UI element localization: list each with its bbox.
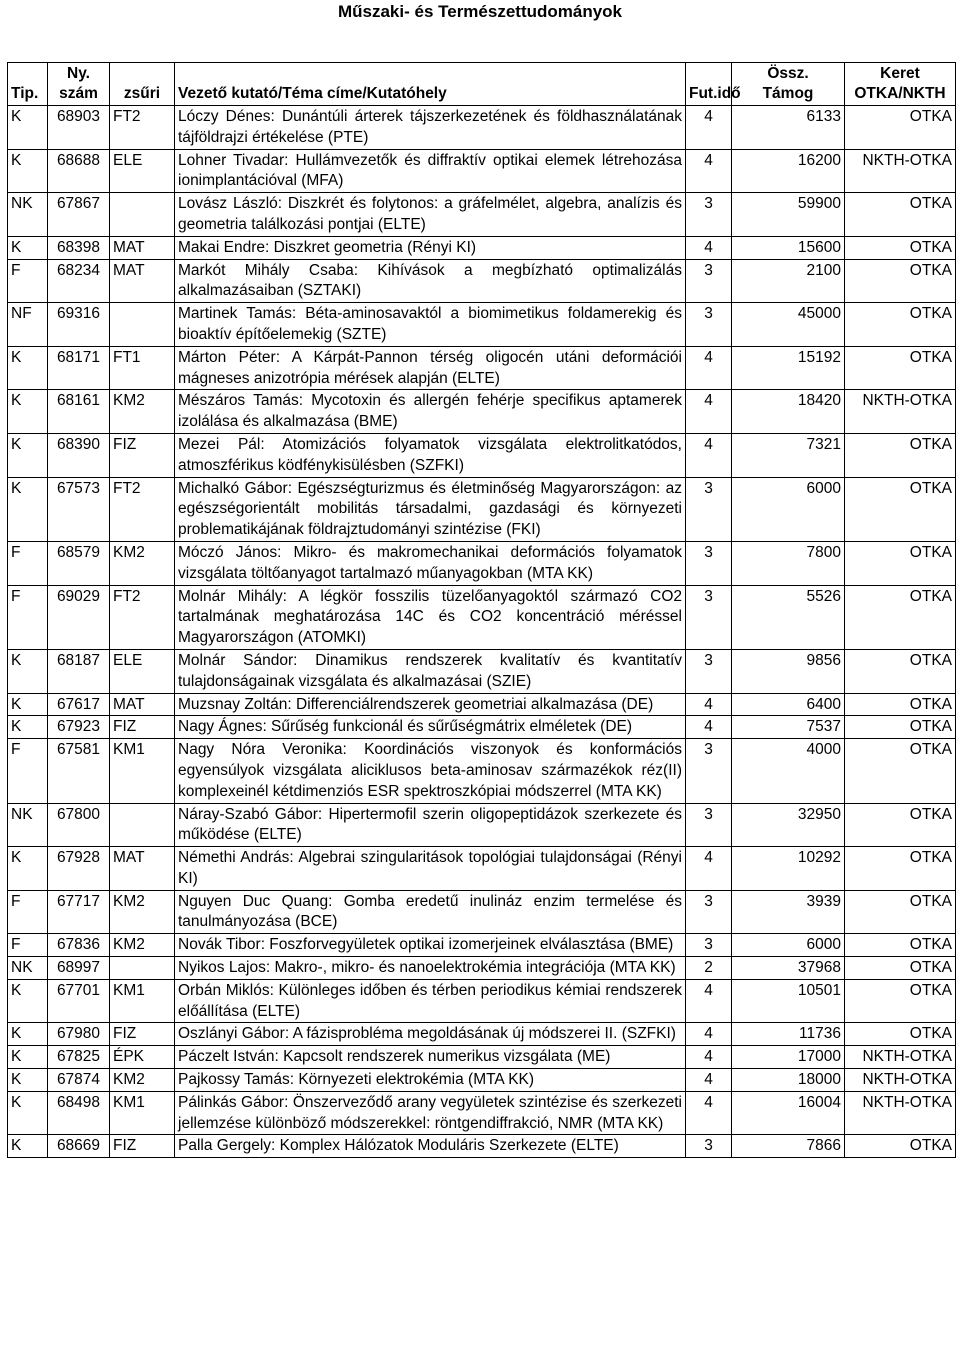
page-title: Műszaki- és Természettudományok <box>337 2 623 21</box>
cell-ossz: 7800 <box>732 541 845 585</box>
cell-futido: 3 <box>686 259 732 303</box>
cell-szam: 69316 <box>48 303 110 347</box>
table-row <box>8 477 956 541</box>
cell-title: Molnár Mihály: A légkör fosszilis tüzelőanyagoktól származó CO2 tartalmának meghatározása 14C és CO2 koncentráció méréssel Magyarországon (ATOMKI) <box>175 585 686 649</box>
cell-futido: 3 <box>686 1135 732 1158</box>
cell-title: Muzsnay Zoltán: Differenciálrendszerek geometriai alkalmazása (DE) <box>175 693 686 716</box>
cell-tip: K <box>8 1069 48 1092</box>
cell-szam: 67581 <box>48 739 110 803</box>
cell-ossz: 32950 <box>732 803 845 847</box>
cell-ossz: 59900 <box>732 193 845 237</box>
cell-szam: 67867 <box>48 193 110 237</box>
cell-title: Pajkossy Tamás: Környezeti elektrokémia (MTA KK) <box>175 1069 686 1092</box>
cell-zsuri <box>110 303 175 347</box>
cell-zsuri: KM2 <box>110 934 175 957</box>
cell-zsuri: FIZ <box>110 716 175 739</box>
cell-ossz: 15192 <box>732 346 845 390</box>
cell-ossz: 17000 <box>732 1046 845 1069</box>
cell-tip: K <box>8 716 48 739</box>
table-row <box>8 433 956 477</box>
cell-ossz: 7866 <box>732 1135 845 1158</box>
cell-futido: 3 <box>686 890 732 934</box>
header-ossz-line1: Össz. <box>767 65 809 82</box>
table-row <box>8 847 956 891</box>
cell-ossz: 7321 <box>732 433 845 477</box>
cell-keret: NKTH-OTKA <box>845 1091 956 1135</box>
cell-zsuri: FIZ <box>110 433 175 477</box>
cell-title: Palla Gergely: Komplex Hálózatok Moduláris Szerkezete (ELTE) <box>175 1135 686 1158</box>
cell-tip: K <box>8 1046 48 1069</box>
cell-keret: NKTH-OTKA <box>845 390 956 434</box>
cell-futido: 4 <box>686 1069 732 1092</box>
cell-szam: 69029 <box>48 585 110 649</box>
cell-ossz: 6133 <box>732 106 845 150</box>
cell-ossz: 6000 <box>732 934 845 957</box>
header-futido: Fut.idő <box>686 63 732 106</box>
cell-tip: K <box>8 1023 48 1046</box>
table-row <box>8 890 956 934</box>
cell-zsuri: MAT <box>110 693 175 716</box>
cell-ossz: 16200 <box>732 149 845 193</box>
cell-tip: K <box>8 979 48 1023</box>
cell-title: Náray-Szabó Gábor: Hipertermofil szerin oligopeptidázok szerkezete és működése (ELTE) <box>175 803 686 847</box>
cell-keret: OTKA <box>845 847 956 891</box>
table-row <box>8 803 956 847</box>
cell-tip: F <box>8 934 48 957</box>
cell-futido: 4 <box>686 1091 732 1135</box>
cell-ossz: 7537 <box>732 716 845 739</box>
cell-szam: 67717 <box>48 890 110 934</box>
cell-szam: 68171 <box>48 346 110 390</box>
cell-tip: K <box>8 477 48 541</box>
table-row <box>8 957 956 980</box>
cell-zsuri: KM1 <box>110 1091 175 1135</box>
cell-tip: K <box>8 847 48 891</box>
cell-zsuri: MAT <box>110 236 175 259</box>
header-ny-szam <box>48 63 110 106</box>
cell-zsuri: FT2 <box>110 106 175 150</box>
cell-zsuri: FIZ <box>110 1135 175 1158</box>
cell-szam: 68234 <box>48 259 110 303</box>
cell-tip: K <box>8 390 48 434</box>
cell-futido: 3 <box>686 739 732 803</box>
cell-title: Nagy Nóra Veronika: Koordinációs viszonyok és konformációs egyensúlyok vizsgálata aliciklusos beta-aminosav származékok réz(II) komplexeinél kétdimenziós ESR spektroszkópiai módszerrel (MTA KK) <box>175 739 686 803</box>
cell-tip: K <box>8 149 48 193</box>
cell-szam: 68498 <box>48 1091 110 1135</box>
header-keret-line1: Keret <box>880 65 920 82</box>
header-ossz-line2: Támog <box>762 85 814 102</box>
cell-zsuri: KM2 <box>110 1069 175 1092</box>
cell-title: Mezei Pál: Atomizációs folyamatok vizsgálata elektrolitkatódos, atmoszférikus ködfénykisülésben (SZFKI) <box>175 433 686 477</box>
cell-keret: OTKA <box>845 739 956 803</box>
header-ny-szam-line2: szám <box>59 85 98 102</box>
cell-futido: 4 <box>686 346 732 390</box>
cell-futido: 4 <box>686 979 732 1023</box>
cell-tip: NF <box>8 303 48 347</box>
cell-keret: OTKA <box>845 649 956 693</box>
cell-zsuri: KM2 <box>110 890 175 934</box>
cell-ossz: 15600 <box>732 236 845 259</box>
cell-szam: 67836 <box>48 934 110 957</box>
cell-ossz: 10501 <box>732 979 845 1023</box>
cell-szam: 68997 <box>48 957 110 980</box>
header-zsuri: zsűri <box>110 63 175 106</box>
cell-title: Michalkó Gábor: Egészségturizmus és életminőség Magyarországon: az egészségorientált mobilitás társadalmi, gazdasági és környezeti problematikájának földrajztudományi szintézise (FKI) <box>175 477 686 541</box>
cell-zsuri: FT2 <box>110 585 175 649</box>
cell-title: Orbán Miklós: Különleges időben és térben periodikus kémiai rendszerek előállítása (ELTE) <box>175 979 686 1023</box>
cell-futido: 3 <box>686 303 732 347</box>
table-row <box>8 1091 956 1135</box>
cell-ossz: 45000 <box>732 303 845 347</box>
cell-keret: OTKA <box>845 979 956 1023</box>
cell-szam: 68161 <box>48 390 110 434</box>
cell-futido: 4 <box>686 390 732 434</box>
cell-futido: 3 <box>686 193 732 237</box>
cell-zsuri: MAT <box>110 259 175 303</box>
cell-title: Molnár Sándor: Dinamikus rendszerek kvalitatív és kvantitatív tulajdonságainak vizsgálata és alkalmazásai (SZIE) <box>175 649 686 693</box>
cell-title: Móczó János: Mikro- és makromechanikai deformációs folyamatok vizsgálata töltőanyagot tartalmazó műanyagokban (MTA KK) <box>175 541 686 585</box>
cell-tip: K <box>8 1135 48 1158</box>
cell-futido: 3 <box>686 649 732 693</box>
cell-ossz: 10292 <box>732 847 845 891</box>
table-row <box>8 149 956 193</box>
cell-szam: 67617 <box>48 693 110 716</box>
cell-ossz: 18000 <box>732 1069 845 1092</box>
cell-zsuri: KM2 <box>110 390 175 434</box>
cell-szam: 67923 <box>48 716 110 739</box>
table-row <box>8 1135 956 1158</box>
cell-keret: OTKA <box>845 541 956 585</box>
cell-szam: 67980 <box>48 1023 110 1046</box>
table-row <box>8 236 956 259</box>
cell-tip: K <box>8 433 48 477</box>
cell-zsuri <box>110 803 175 847</box>
table-body <box>8 106 956 1158</box>
cell-title: Lovász László: Diszkrét és folytonos: a gráfelmélet, algebra, analízis és geometria találkozási pontjai (ELTE) <box>175 193 686 237</box>
cell-title: Martinek Tamás: Béta-aminosavaktól a biomimetikus foldamerekig és bioaktív építőelemekig (SZTE) <box>175 303 686 347</box>
cell-zsuri: FT2 <box>110 477 175 541</box>
cell-futido: 4 <box>686 716 732 739</box>
table-row <box>8 259 956 303</box>
cell-title: Lohner Tivadar: Hullámvezetők és diffraktív optikai elemek létrehozása ionimplantációval (MFA) <box>175 149 686 193</box>
cell-futido: 4 <box>686 149 732 193</box>
cell-futido: 3 <box>686 541 732 585</box>
cell-szam: 68398 <box>48 236 110 259</box>
cell-futido: 2 <box>686 957 732 980</box>
cell-keret: OTKA <box>845 193 956 237</box>
cell-ossz: 6000 <box>732 477 845 541</box>
cell-tip: NK <box>8 957 48 980</box>
cell-futido: 4 <box>686 1046 732 1069</box>
cell-futido: 3 <box>686 803 732 847</box>
cell-title: Mészáros Tamás: Mycotoxin és allergén fehérje specifikus aptamerek izolálása és alkalmazása (BME) <box>175 390 686 434</box>
cell-ossz: 5526 <box>732 585 845 649</box>
cell-futido: 4 <box>686 1023 732 1046</box>
cell-tip: K <box>8 649 48 693</box>
cell-tip: K <box>8 236 48 259</box>
cell-szam: 67573 <box>48 477 110 541</box>
header-keret <box>845 63 956 106</box>
header-ny-szam-line1: Ny. <box>67 65 90 82</box>
cell-keret: OTKA <box>845 934 956 957</box>
cell-keret: NKTH-OTKA <box>845 149 956 193</box>
cell-futido: 3 <box>686 585 732 649</box>
table-row <box>8 649 956 693</box>
cell-keret: OTKA <box>845 259 956 303</box>
cell-tip: F <box>8 259 48 303</box>
table-row <box>8 934 956 957</box>
cell-tip: F <box>8 585 48 649</box>
cell-tip: K <box>8 346 48 390</box>
table-row <box>8 193 956 237</box>
cell-ossz: 6400 <box>732 693 845 716</box>
header-ossz <box>732 63 845 106</box>
cell-keret: OTKA <box>845 1135 956 1158</box>
cell-keret: NKTH-OTKA <box>845 1069 956 1092</box>
cell-title: Lóczy Dénes: Dunántúli árterek tájszerkezetének és földhasználatának tájföldrajzi értékelése (PTE) <box>175 106 686 150</box>
cell-ossz: 9856 <box>732 649 845 693</box>
cell-title: Páczelt István: Kapcsolt rendszerek numerikus vizsgálata (ME) <box>175 1046 686 1069</box>
table-row <box>8 585 956 649</box>
table-row <box>8 106 956 150</box>
cell-szam: 68688 <box>48 149 110 193</box>
cell-szam: 67825 <box>48 1046 110 1069</box>
cell-zsuri: KM1 <box>110 979 175 1023</box>
cell-szam: 68903 <box>48 106 110 150</box>
cell-szam: 67874 <box>48 1069 110 1092</box>
cell-keret: OTKA <box>845 346 956 390</box>
cell-ossz: 4000 <box>732 739 845 803</box>
cell-tip: K <box>8 693 48 716</box>
cell-tip: K <box>8 106 48 150</box>
cell-zsuri: FT1 <box>110 346 175 390</box>
cell-ossz: 18420 <box>732 390 845 434</box>
cell-zsuri <box>110 957 175 980</box>
cell-szam: 68390 <box>48 433 110 477</box>
cell-tip: F <box>8 890 48 934</box>
table-row <box>8 1069 956 1092</box>
table-row <box>8 739 956 803</box>
cell-ossz: 16004 <box>732 1091 845 1135</box>
cell-szam: 68187 <box>48 649 110 693</box>
cell-futido: 3 <box>686 477 732 541</box>
cell-tip: F <box>8 541 48 585</box>
cell-tip: K <box>8 1091 48 1135</box>
cell-futido: 4 <box>686 236 732 259</box>
table-row <box>8 303 956 347</box>
cell-tip: NK <box>8 803 48 847</box>
cell-keret: OTKA <box>845 957 956 980</box>
cell-ossz: 11736 <box>732 1023 845 1046</box>
cell-ossz: 3939 <box>732 890 845 934</box>
cell-zsuri: KM1 <box>110 739 175 803</box>
cell-keret: NKTH-OTKA <box>845 1046 956 1069</box>
cell-zsuri: ELE <box>110 649 175 693</box>
table-row <box>8 1046 956 1069</box>
table-row <box>8 346 956 390</box>
cell-title: Nyikos Lajos: Makro-, mikro- és nanoelektrokémia integrációja (MTA KK) <box>175 957 686 980</box>
cell-keret: OTKA <box>845 1023 956 1046</box>
cell-keret: OTKA <box>845 106 956 150</box>
cell-keret: OTKA <box>845 303 956 347</box>
cell-keret: OTKA <box>845 585 956 649</box>
cell-keret: OTKA <box>845 433 956 477</box>
cell-futido: 3 <box>686 934 732 957</box>
cell-zsuri: ÉPK <box>110 1046 175 1069</box>
table-header-row <box>8 63 956 106</box>
cell-keret: OTKA <box>845 477 956 541</box>
cell-zsuri: ELE <box>110 149 175 193</box>
cell-keret: OTKA <box>845 890 956 934</box>
cell-zsuri <box>110 193 175 237</box>
cell-futido: 4 <box>686 433 732 477</box>
header-keret-line2: OTKA/NKTH <box>854 85 946 102</box>
cell-ossz: 2100 <box>732 259 845 303</box>
cell-title: Nguyen Duc Quang: Gomba eredetű inulináz enzim termelése és tanulmányozása (BCE) <box>175 890 686 934</box>
table-row <box>8 979 956 1023</box>
cell-szam: 67800 <box>48 803 110 847</box>
cell-tip: F <box>8 739 48 803</box>
cell-szam: 67928 <box>48 847 110 891</box>
table-row <box>8 1023 956 1046</box>
cell-title: Nagy Ágnes: Sűrűség funkcionál és sűrűségmátrix elméletek (DE) <box>175 716 686 739</box>
cell-title: Pálinkás Gábor: Önszerveződő arany vegyületek szintézise és szerkezeti jellemzése különböző módszerekkel: röntgendiffrakció, NMR (MTA KK) <box>175 1091 686 1135</box>
table-row <box>8 716 956 739</box>
cell-title: Novák Tibor: Foszforvegyületek optikai izomerjeinek elválasztása (BME) <box>175 934 686 957</box>
cell-zsuri: KM2 <box>110 541 175 585</box>
cell-szam: 68579 <box>48 541 110 585</box>
header-title: Vezető kutató/Téma címe/Kutatóhely <box>175 63 686 106</box>
header-tip: Tip. <box>8 63 48 106</box>
cell-keret: OTKA <box>845 236 956 259</box>
cell-title: Markót Mihály Csaba: Kihívások a megbízható optimalizálás alkalmazásaiban (SZTAKI) <box>175 259 686 303</box>
cell-title: Oszlányi Gábor: A fázisprobléma megoldásának új módszerei II. (SZFKI) <box>175 1023 686 1046</box>
cell-zsuri: FIZ <box>110 1023 175 1046</box>
cell-title: Márton Péter: A Kárpát-Pannon térség oligocén utáni deformációi mágneses anizotrópia mérések alapján (ELTE) <box>175 346 686 390</box>
cell-title: Némethi András: Algebrai szingularitások topológiai tulajdonságai (Rényi KI) <box>175 847 686 891</box>
table-row <box>8 693 956 716</box>
cell-futido: 4 <box>686 106 732 150</box>
table-row <box>8 390 956 434</box>
cell-tip: NK <box>8 193 48 237</box>
cell-ossz: 37968 <box>732 957 845 980</box>
cell-title: Makai Endre: Diszkret geometria (Rényi KI) <box>175 236 686 259</box>
cell-szam: 67701 <box>48 979 110 1023</box>
table-row <box>8 541 956 585</box>
cell-szam: 68669 <box>48 1135 110 1158</box>
cell-zsuri: MAT <box>110 847 175 891</box>
cell-futido: 4 <box>686 847 732 891</box>
cell-keret: OTKA <box>845 716 956 739</box>
cell-keret: OTKA <box>845 693 956 716</box>
cell-futido: 4 <box>686 693 732 716</box>
cell-keret: OTKA <box>845 803 956 847</box>
grant-table <box>7 62 956 1158</box>
